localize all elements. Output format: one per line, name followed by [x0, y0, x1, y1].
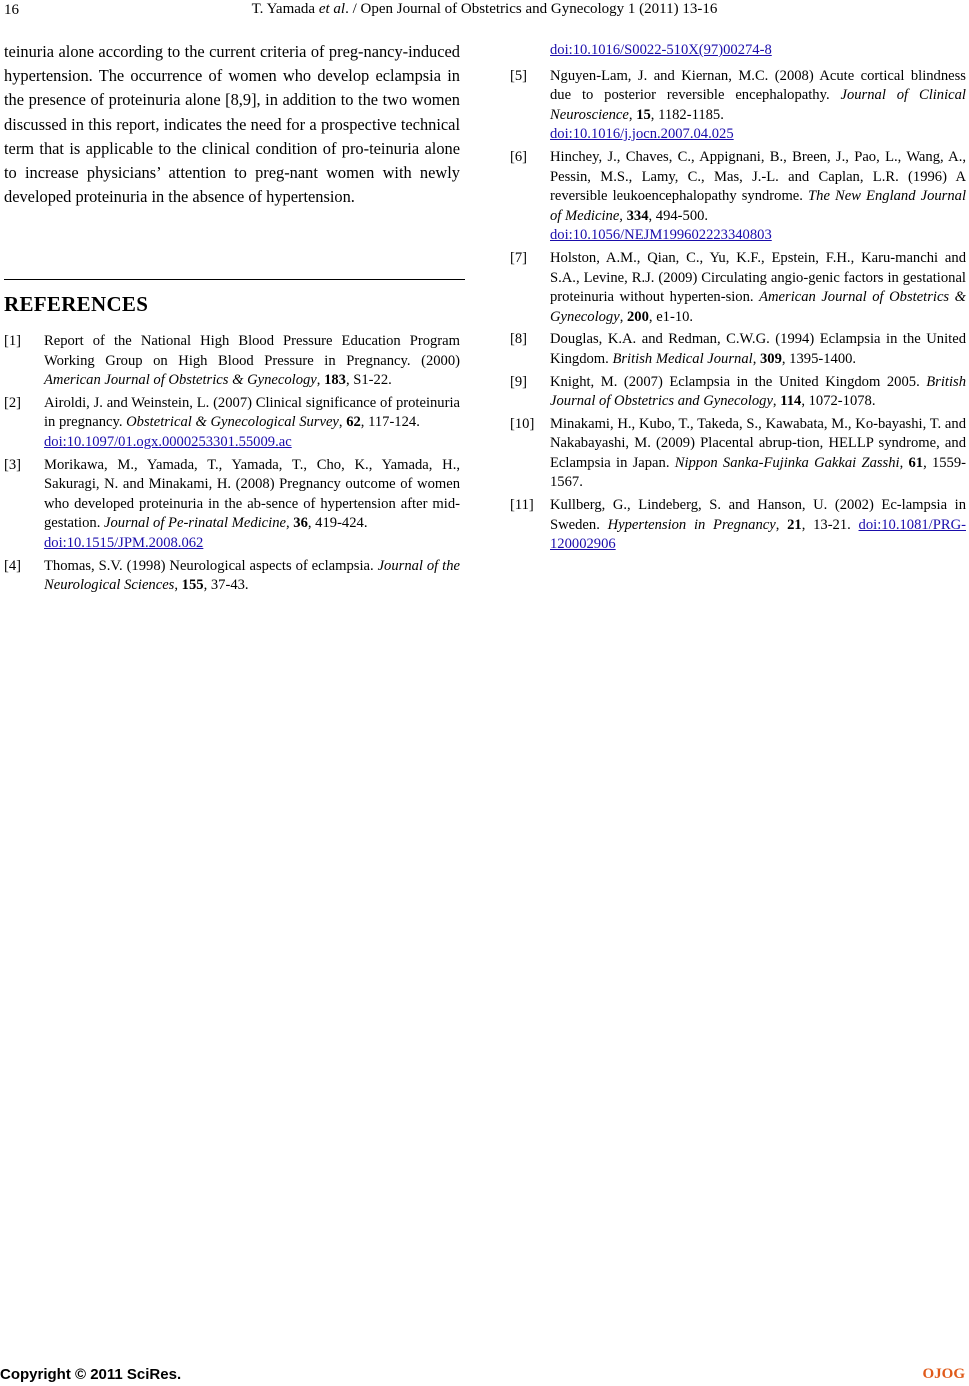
reference-text: Airoldi, J. and Weinstein, L. (2007) Clinical significance of proteinuria in pregnancy. — [44, 394, 460, 431]
reference-text: Thomas, S.V. (1998) Neurological aspects of eclampsia. — [44, 557, 378, 574]
right-column — [510, 41, 966, 558]
left-column — [4, 40, 460, 209]
reference-text: Knight, M. (2007) Eclampsia in the United Kingdom 2005. — [550, 373, 927, 390]
reference-pages: , S1-22. — [345, 372, 392, 389]
reference-volume: 155 — [181, 577, 204, 594]
reference-journal: Journal of Pe-rinatal Medicine — [104, 515, 286, 532]
reference-10 — [510, 415, 966, 493]
reference-volume: 200 — [627, 308, 649, 325]
reference-journal: Obstetrical & Gynecological Survey — [126, 414, 339, 431]
reference-separator: , — [619, 207, 627, 224]
body-paragraph: teinuria alone according to the current criteria of preg-nancy-induced hypertension. The occurrence of women who develop eclampsia in the presence of proteinuria alone [8,9], in addition to the two women discussed in this report, indicates the need for a prospective technical term that is applicable to the clinical condition of pro-teinuria alone to increase physicians’ attention to preg-nant women with newly developed proteinuria in the absence of hypertension. — [4, 42, 460, 207]
reference-text: Holston, A.M., Qian, C., Yu, K.F., Epstein, F.H., Karu-manchi and S.A., Levine, R.J. (2009) Circulating angio-genic factors in gestational proteinuria without hyperten-sion. — [550, 249, 966, 306]
reference-number: [1] — [4, 333, 22, 349]
reference-journal: Nippon Sanka-Fujinka Gakkai Zasshi — [674, 454, 900, 471]
reference-volume: 21 — [787, 516, 802, 533]
reference-volume: 183 — [324, 372, 346, 389]
reference-text: Report of the National High Blood Pressure Education Program Working Group on High Blood Pressure in Pregnancy. (2000) — [44, 333, 460, 369]
copyright-notice: Copyright © 2011 SciRes. — [0, 1366, 182, 1383]
reference-volume: 61 — [908, 454, 924, 471]
running-head — [0, 1, 969, 18]
reference-journal: American Journal of Obstetrics & Gynecology — [44, 372, 317, 389]
reference-pages: , 117-124. — [360, 414, 420, 431]
reference-doi-link[interactable]: doi:10.1097/01.ogx.0000253301.55009.ac — [44, 433, 292, 450]
reference-text: Kullberg, G., Lindeberg, S. and Hanson, U. (2002) Ec-lampsia in Sweden. — [550, 497, 966, 533]
reference-number: [2] — [4, 394, 22, 411]
reference-1 — [4, 332, 460, 391]
reference-number: [5] — [510, 67, 528, 84]
reference-doi-link[interactable]: doi:10.1016/j.jocn.2007.04.025 — [550, 126, 734, 143]
reference-3 — [4, 456, 460, 554]
reference-journal: British Medical Journal — [612, 350, 753, 367]
reference-pages: , 1072-1078. — [801, 393, 876, 410]
references-list-left — [4, 332, 460, 599]
reference-text: Hinchey, J., Chaves, C., Appignani, B., Breen, J., Pao, L., Wang, A., Pessin, M.S., Lamy, C., Mas, J.-L. and Caplan, L.R. (1996) A reversible leukoencephalopathy syndrome. — [550, 148, 966, 205]
reference-journal: Journal of the Neurological Sciences — [44, 557, 460, 594]
reference-separator: , — [628, 106, 637, 123]
reference-8 — [510, 330, 966, 369]
page-header — [0, 0, 969, 22]
reference-separator: , — [174, 577, 182, 594]
reference-11 — [510, 496, 966, 555]
reference-journal: American Journal of Obstetrics & Gynecology — [550, 289, 966, 325]
reference-pages: , 13-21. — [801, 516, 859, 533]
reference-volume: 36 — [293, 515, 308, 532]
reference-separator: , — [285, 515, 294, 532]
continued-doi — [510, 41, 966, 61]
references-heading: REFERENCES — [4, 292, 149, 316]
reference-separator: , — [752, 350, 760, 367]
reference-volume: 309 — [759, 350, 782, 367]
reference-pages: , 494-500. — [648, 207, 709, 224]
reference-separator: , — [772, 393, 781, 410]
reference-separator: , — [899, 454, 909, 471]
reference-pages: , 1182-1185. — [650, 106, 724, 123]
reference-pages: , 37-43. — [203, 577, 249, 594]
reference-7 — [510, 249, 966, 327]
reference-volume: 114 — [780, 393, 802, 410]
reference-journal: The New England Journal of Medicine — [550, 188, 967, 224]
reference-doi-link[interactable]: doi:10.1016/S0022-510X(97)00274-8 — [550, 42, 772, 58]
reference-pages: , e1-10. — [648, 308, 694, 325]
reference-separator: , — [338, 414, 347, 431]
running-head-authors: T. Yamada — [251, 1, 319, 17]
reference-journal: British Journal of Obstetrics and Gynecology — [550, 373, 966, 410]
running-head-etal: et al — [318, 1, 346, 17]
reference-text: Douglas, K.A. and Redman, C.W.G. (1994) Eclampsia in the United Kingdom. — [550, 331, 966, 367]
reference-4 — [4, 557, 460, 596]
reference-number: [9] — [510, 373, 528, 390]
reference-journal: Journal of Clinical Neuroscience — [550, 87, 966, 123]
reference-doi-link[interactable]: doi:10.1515/JPM.2008.062 — [44, 534, 204, 551]
reference-number: [8] — [510, 331, 528, 348]
reference-text: Nguyen-Lam, J. and Kiernan, M.C. (2008) Acute cortical blindness due to posterior reversible encephalopathy. — [550, 67, 966, 104]
reference-volume: 62 — [346, 414, 361, 431]
reference-number: [3] — [4, 456, 22, 473]
reference-volume: 334 — [626, 207, 649, 224]
reference-number: [7] — [510, 249, 528, 266]
reference-pages: , 1395-1400. — [781, 350, 857, 367]
page-footer — [0, 1364, 969, 1386]
reference-9 — [510, 373, 966, 412]
reference-6 — [510, 148, 966, 246]
reference-separator: , — [619, 308, 627, 325]
reference-number: [10] — [510, 415, 535, 432]
journal-abbreviation: OJOG — [922, 1366, 965, 1382]
reference-number: [11] — [510, 497, 534, 514]
page-number: 16 — [4, 2, 19, 18]
reference-journal: Hypertension in Pregnancy — [607, 516, 776, 533]
section-divider — [4, 279, 465, 280]
reference-number: [4] — [4, 557, 22, 574]
reference-separator: , — [775, 516, 788, 533]
reference-separator: , — [316, 372, 325, 389]
reference-text: Minakami, H., Kubo, T., Takeda, S., Kawabata, M., Ko-bayashi, T. and Nakabayashi, M. (2009) Placental abrup-tion, HELLP syndrome, and Eclampsia in Japan. — [550, 415, 966, 471]
reference-doi-link[interactable]: doi:10.1081/PRG-120002906 — [550, 516, 966, 553]
reference-pages: , 419-424. — [307, 515, 368, 532]
reference-2 — [4, 394, 460, 453]
reference-5 — [510, 67, 966, 145]
reference-doi-link[interactable]: doi:10.1056/NEJM199602223340803 — [550, 227, 772, 244]
running-head-journal: . / Open Journal of Obstetrics and Gynecology 1 (2011) 13-16 — [345, 1, 718, 17]
reference-pages: , 1559-1567. — [550, 454, 966, 491]
reference-volume: 15 — [636, 106, 651, 123]
reference-number: [6] — [510, 148, 528, 165]
reference-text: Morikawa, M., Yamada, T., Yamada, T., Cho, K., Yamada, H., Sakuragi, N. and Minakami, H. (2008) Pregnancy outcome of women who developed proteinuria in the ab-sence of hypertension after mid-gestation. — [44, 456, 460, 532]
